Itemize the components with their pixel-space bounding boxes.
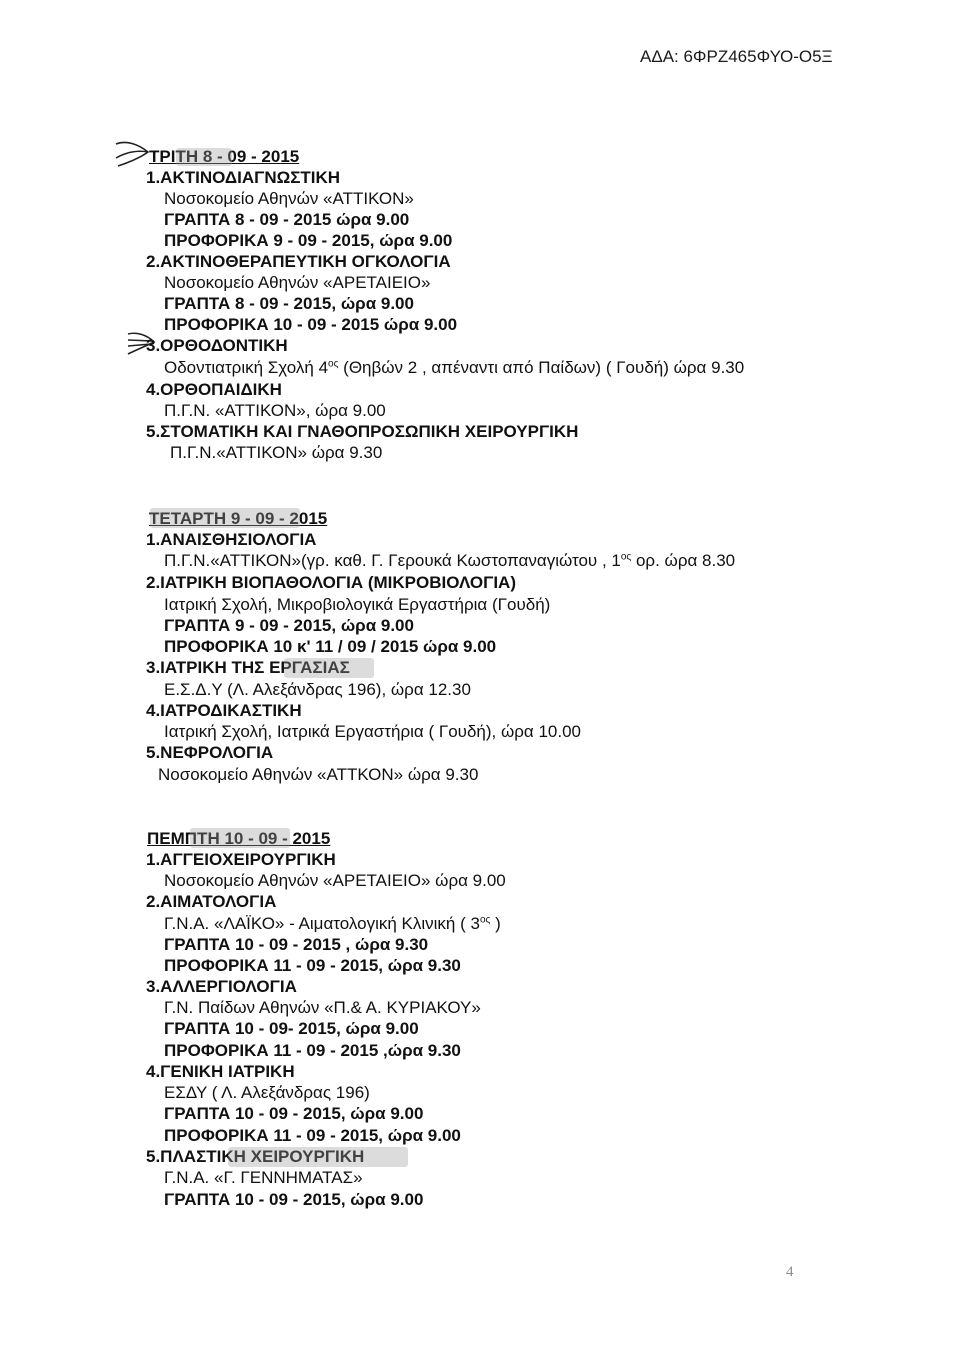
specialty-title: 2.ΙΑΤΡΙΚΗ ΒΙΟΠΑΘΟΛΟΓΙΑ (ΜΙΚΡΟΒΙΟΛΟΓΙΑ) [146,573,516,592]
specialty-title: 2.ΑΚΤΙΝΟΘΕΡΑΠΕΥΤΙΚΗ ΟΓΚΟΛΟΓΙΑ [146,252,451,271]
schedule-line: ΓΡΑΠΤΑ 8 - 09 - 2015 ώρα 9.00 [164,210,410,229]
specialty-title: 3.ΟΡΘΟΔΟΝΤΙΚΗ [146,336,288,355]
specialty-title: 1.ΑΚΤΙΝΟΔΙΑΓΝΩΣΤΙΚΗ [146,168,341,187]
specialty-title: 4.ΟΡΘΟΠΑΙΔΙΚΗ [146,380,282,399]
schedule-line: ΓΡΑΠΤΑ 10 - 09 - 2015, ώρα 9.00 [164,1190,424,1209]
location-line: Νοσοκομείο Αθηνών «ΑΡΕΤΑΙΕΙΟ» ώρα 9.00 [164,871,506,890]
schedule-line: ΓΡΑΠΤΑ 10 - 09 - 2015 , ώρα 9.30 [164,935,429,954]
schedule-line: ΓΡΑΠΤΑ 10 - 09- 2015, ώρα 9.00 [164,1019,419,1038]
location-line: ΕΣΔΥ ( Λ. Αλεξάνδρας 196) [164,1083,370,1102]
location-line: Ε.Σ.Δ.Υ (Λ. Αλεξάνδρας 196), ώρα 12.30 [164,680,471,699]
location-line: Π.Γ.Ν.«ΑΤΤΙΚΟΝ»(γρ. καθ. Γ. Γερουκά Κωστοπαναγιώτου , $1^{o\varsigma}$ ορ. ώρα 8.30 [164,551,736,570]
location-line: Π.Γ.Ν.«ΑΤΤΙΚΟΝ» ώρα 9.30 [170,443,383,462]
location-line: Νοσοκομείο Αθηνών «ΑΡΕΤΑΙΕΙΟ» [164,273,431,292]
schedule-line: ΠΡΟΦΟΡΙΚΑ 10 κ' 11 / 09 / 2015 ώρα 9.00 [164,637,497,656]
schedule-line: ΠΡΟΦΟΡΙΚΑ 11 - 09 - 2015, ώρα 9.00 [164,1126,461,1145]
specialty-title: 4.ΓΕΝΙΚΗ ΙΑΤΡΙΚΗ [146,1062,295,1081]
ada-code: ΑΔΑ: 6ΦΡΖ465ΦΥΟ-Ο5Ξ [640,47,833,66]
location-line: Ιατρική Σχολή, Μικροβιολογικά Εργαστήρια (Γουδή) [164,595,551,614]
schedule-line: ΠΡΟΦΟΡΙΚΑ 11 - 09 - 2015 ,ώρα 9.30 [164,1041,461,1060]
day-heading: ΤΡΙΤΗ 8 - 09 - 2015 [149,147,300,166]
location-line: Γ.Ν.Α. «Γ. ΓΕΝΝΗΜΑΤΑΣ» [164,1168,363,1187]
specialty-title: 3.ΙΑΤΡΙΚΗ ΤΗΣ ΕΡΓΑΣΙΑΣ [146,658,350,677]
schedule-line: ΠΡΟΦΟΡΙΚΑ 11 - 09 - 2015, ώρα 9.30 [164,956,461,975]
scan-smudge [176,148,232,166]
page-number: 4 [786,1264,794,1280]
scan-smudge [228,1147,408,1167]
location-line: Π.Γ.Ν. «ΑΤΤΙΚΟΝ», ώρα 9.00 [164,401,386,420]
specialty-title: 1.ΑΝΑΙΣΘΗΣΙΟΛΟΓΙΑ [146,530,317,549]
schedule-line: ΠΡΟΦΟΡΙΚΑ 10 - 09 - 2015 ώρα 9.00 [164,315,458,334]
schedule-line: ΠΡΟΦΟΡΙΚΑ 9 - 09 - 2015, ώρα 9.00 [164,231,453,250]
specialty-title: 5.ΠΛΑΣΤΙΚΗ ΧΕΙΡΟΥΡΓΙΚΗ [146,1147,365,1166]
day-heading: ΠΕΜΠΤΗ 10 - 09 - 2015 [147,829,331,848]
scan-smudge [284,658,374,678]
specialty-title: 1.ΑΓΓΕΙΟΧΕΙΡΟΥΡΓΙΚΗ [146,850,336,869]
day-heading: ΤΕΤΑΡΤΗ 9 - 09 - 2015 [149,509,328,528]
specialty-title: 5.ΣΤΟΜΑΤΙΚΗ ΚΑΙ ΓΝΑΘΟΠΡΟΣΩΠΙΚΗ ΧΕΙΡΟΥΡΓΙΚΗ [146,422,579,441]
location-line: Γ.Ν.Α. «ΛΑΪΚΟ» - Αιματολογική Κλινική ( $3^{o\varsigma}$ ) [164,914,501,933]
location-line: Οδοντιατρική Σχολή $4^{o\varsigma}$ (Θηβών 2 , απέναντι από Παίδων) ( Γουδή) ώρα 9.30 [164,358,745,377]
specialty-title: 3.ΑΛΛΕΡΓΙΟΛΟΓΙΑ [146,977,297,996]
location-line: Γ.Ν. Παίδων Αθηνών «Π.& Α. ΚΥΡΙΑΚΟΥ» [164,998,481,1017]
specialty-title: 5.ΝΕΦΡΟΛΟΓΙΑ [146,743,274,762]
location-line: Ιατρική Σχολή, Ιατρικά Εργαστήρια ( Γουδή), ώρα 10.00 [164,722,582,741]
specialty-title: 2.ΑΙΜΑΤΟΛΟΓΙΑ [146,892,277,911]
location-line: Νοσοκομείο Αθηνών «ΑΤΤΙΚΟΝ» [164,189,414,208]
schedule-line: ΓΡΑΠΤΑ 8 - 09 - 2015, ώρα 9.00 [164,294,414,313]
scan-smudge [190,828,290,848]
scan-smudge [150,508,300,528]
schedule-line: ΓΡΑΠΤΑ 9 - 09 - 2015, ώρα 9.00 [164,616,414,635]
location-line: Νοσοκομείο Αθηνών «ΑΤΤΚΟΝ» ώρα 9.30 [158,765,479,784]
schedule-line: ΓΡΑΠΤΑ 10 - 09 - 2015, ώρα 9.00 [164,1104,424,1123]
specialty-title: 4.ΙΑΤΡΟΔΙΚΑΣΤΙΚΗ [146,701,302,720]
